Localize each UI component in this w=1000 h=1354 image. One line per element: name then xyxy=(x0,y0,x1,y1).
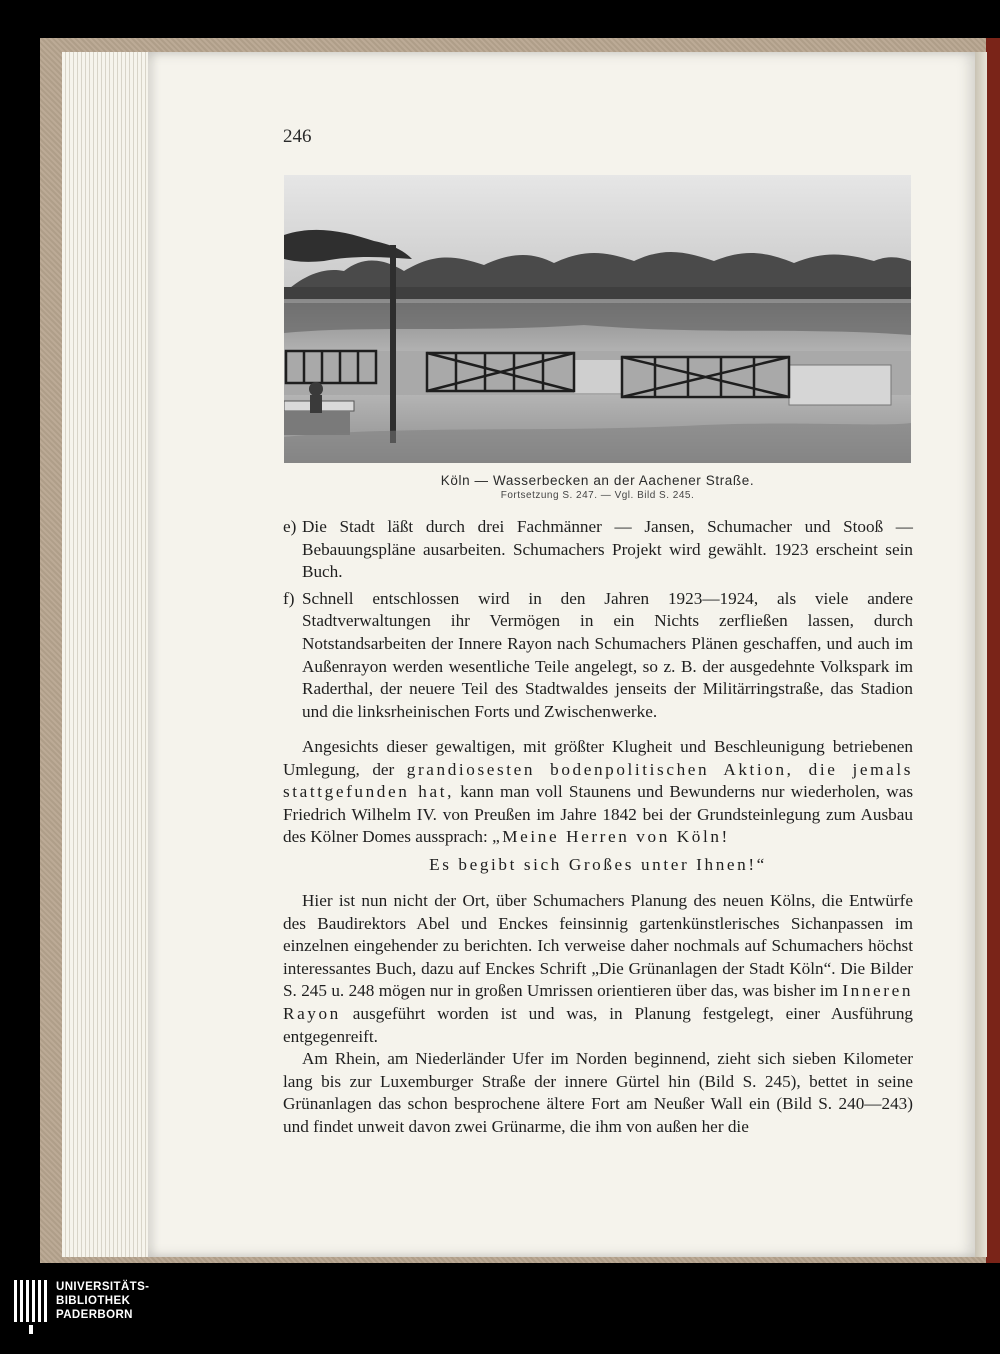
book-cover-edge xyxy=(986,38,1000,1263)
page-number: 246 xyxy=(283,126,312,147)
list-item xyxy=(283,588,913,724)
photo-water-basin xyxy=(284,175,911,463)
paragraph-text: ausgeführt worden ist und was, in Planung festgelegt, einer Ausführung entgegenreift. xyxy=(283,1003,914,1046)
quote: Es begibt sich Großes unter Ihnen!“ xyxy=(429,854,767,874)
emphasis-text: Inneren Rayon xyxy=(283,981,914,1023)
paragraph-planning xyxy=(283,890,913,1139)
item-label: f) xyxy=(283,588,295,608)
paragraph-text: kann man voll Staunens und Bewunderns nur wiederholen, was Friedrich Wilhelm IV. von Preußen im Jahre 1842 bei der Grundsteinlegung zum Ausbau des Kölner Domes aussprach: xyxy=(283,782,914,847)
library-logo-icon xyxy=(14,1280,48,1334)
paragraph-rhein: Am Rhein, am Niederländer Ufer im Norden beginnend, zieht sich sieben Kilometer lang bis zur Luxemburger Straße der innere Gürtel hin (Bild S. 245), bettet in seine Grünanlagen das schon besprochene ältere Fort am Neußer Wall ein (Bild S. 240—243) und findet unweit davon zwei Grünarme, die ihm von außen her die xyxy=(283,1049,913,1136)
photo-caption: Köln — Wasserbecken an der Aachener Straße. xyxy=(440,473,755,488)
emphasis-text: grandiosesten bodenpolitischen Aktion, die jemals stattgefunden hat, xyxy=(283,759,913,802)
item-list xyxy=(283,516,913,723)
item-text: Die Stadt läßt durch drei Fachmänner — Jansen, Schumacher und Stooß — Bebauungspläne ausarbeiten. Schumachers Projekt wird gewählt. 1923 erscheint sein Buch. xyxy=(302,517,913,582)
item-label: e) xyxy=(283,517,297,536)
page-stack xyxy=(62,52,152,1257)
library-name: UNIVERSITÄTS- BIBLIOTHEK PADERBORN xyxy=(56,1281,150,1321)
paragraph-text: Angesichts dieser gewaltigen, mit größter Klugheit und Beschleunigung betriebenen Umlegung, der xyxy=(283,737,913,779)
page-gutter xyxy=(975,52,987,1257)
emphasis-text: „Meine Herren von Köln! xyxy=(492,827,730,847)
library-logo xyxy=(14,1278,174,1338)
item-text: Schnell entschlossen wird in den Jahren 1923—1924, als viele andere Stadtverwaltungen ihr Vermögen in ein Nichts zerfließen lassen, durch Notstandsarbeiten der Innere Rayon nach Schumachers Plänen geschaffen, und auch im Außenrayon werden wesentliche Teile angelegt, so z. B. der ausgedehnte Volkspark im Raderthal, der neuere Teil des Stadtwaldes jenseits der Militärringstraße, das Stadion und die linksrheinischen Forts und Zwischenwerke. xyxy=(302,588,913,721)
list-item xyxy=(283,516,913,584)
paragraph-action xyxy=(283,736,913,877)
photo-caption-reference: Fortsetzung S. 247. — Vgl. Bild S. 245. xyxy=(500,490,695,501)
paragraph-text: Hier ist nun nicht der Ort, über Schumachers Planung des neuen Kölns, die Entwürfe des Baudirektors Abel und Enckes feinsinnig gartenkünstlerisches Sichanpassen im einzelnen eingehender zu berichten. Ich verweise daher nochmals auf Schumachers höchst interessantes Buch, dazu auf Enckes Schrift „Die Grünanlagen der Stadt Köln“. Die Bilder S. 245 u. 248 mögen nur in großen Umrissen orientieren über das, was bisher im xyxy=(283,891,913,1001)
